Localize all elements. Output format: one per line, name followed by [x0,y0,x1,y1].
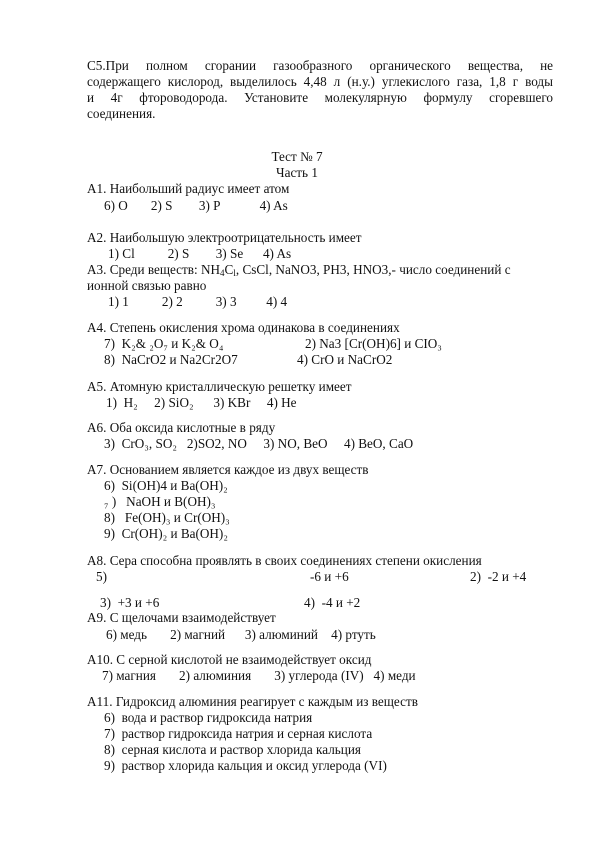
a7-option-8: 8) Fe(OH)₃ и Cr(OH)₃ [104,510,230,525]
a8-option-4: 4) -4 и +2 [304,595,361,610]
a11-question: А11. Гидроксид алюминия реагирует с каждым из веществ [87,694,418,709]
a11-option-7: 7) раствор гидроксида натрия и серная кислота [104,726,373,741]
a8-option-3: 3) +3 и +6 [100,595,160,610]
a7-option-7: ₇ ) NaOH и B(OH)₃ [104,494,216,509]
a5-options: 1) H₂ 2) SiO₂ 3) KBr 4) He [106,395,297,410]
a7-option-6: 6) Si(OH)4 и Ba(OH)₂ [104,478,228,493]
a4-option-2: 2) Na3 [Cr(OH)6] и CIO₃ [305,336,442,351]
c5-line-3: и 4г фтороводорода. Установите молекулярную формулу сгоревшего [87,90,553,105]
a3-question-line-2: ионной связью равно [87,278,207,293]
a6-question: А6. Оба оксида кислотные в ряду [87,420,276,435]
a11-option-9: 9) раствор хлорида кальция и оксид углерода (VI) [104,758,387,773]
a2-question: А2. Наибольшую электроотрицательность имеет [87,230,362,245]
a7-question: А7. Основанием является каждое из двух веществ [87,462,369,477]
a11-option-8: 8) серная кислота и раствор хлорида кальция [104,742,361,757]
a3-question: А3. Среди веществ: $NH_4C_l$, CsCl, NaNO3, PH3, HNO3,- число соединений с [87,262,511,278]
test-part: Часть 1 [276,165,318,180]
a2-options: 1) Cl 2) S 3) Se 4) As [108,246,292,261]
a8-option-5: 5) [96,569,107,584]
a1-options: 6) O 2) S 3) P 4) As [104,198,288,213]
test-title: Тест № 7 [271,149,323,164]
a10-question: А10. С серной кислотой не взаимодействует оксид [87,652,372,667]
a4-option-7: 7) K₂& ₂O₇ и K₂& O₄ [104,336,224,351]
a10-options: 7) магния 2) алюминия 3) углерода (IV) 4) меди [102,668,416,683]
a8-option-5-value: -6 и +6 [310,569,349,584]
c5-line-1: С5.При полном сгорании газообразного органического вещества, не [87,58,553,73]
a11-option-6: 6) вода и раствор гидроксида натрия [104,710,313,725]
a6-options: 3) CrO₃, SO₂ 2)SO2, NO 3) NO, BeO 4) BeO, CaO [104,436,414,451]
a5-question: А5. Атомную кристаллическую решетку имеет [87,379,352,394]
a8-question: А8. Сера способна проявлять в своих соединениях степени окисления [87,553,482,568]
a4-question: А4. Степень окисления хрома одинакова в соединениях [87,320,400,335]
c5-line-2: содержащего кислород, выделилось 4,48 л (н.у.) углекислого газа, 1,8 г воды [87,74,553,89]
a9-options: 6) медь 2) магний 3) алюминий 4) ртуть [106,627,376,642]
a8-option-2: 2) -2 и +4 [470,569,527,584]
c5-line-4: соединения. [87,106,156,121]
a1-question: А1. Наибольший радиус имеет атом [87,181,290,196]
a7-option-9: 9) Cr(OH)₂ и Ba(OH)₂ [104,526,228,541]
a3-options: 1) 1 2) 2 3) 3 4) 4 [108,294,288,309]
a4-option-8: 8) NaCrO2 и Na2Cr2O7 [104,352,238,367]
a9-question: А9. С щелочами взаимодействует [87,610,276,625]
a4-option-4: 4) CrO и NaCrO2 [297,352,393,367]
